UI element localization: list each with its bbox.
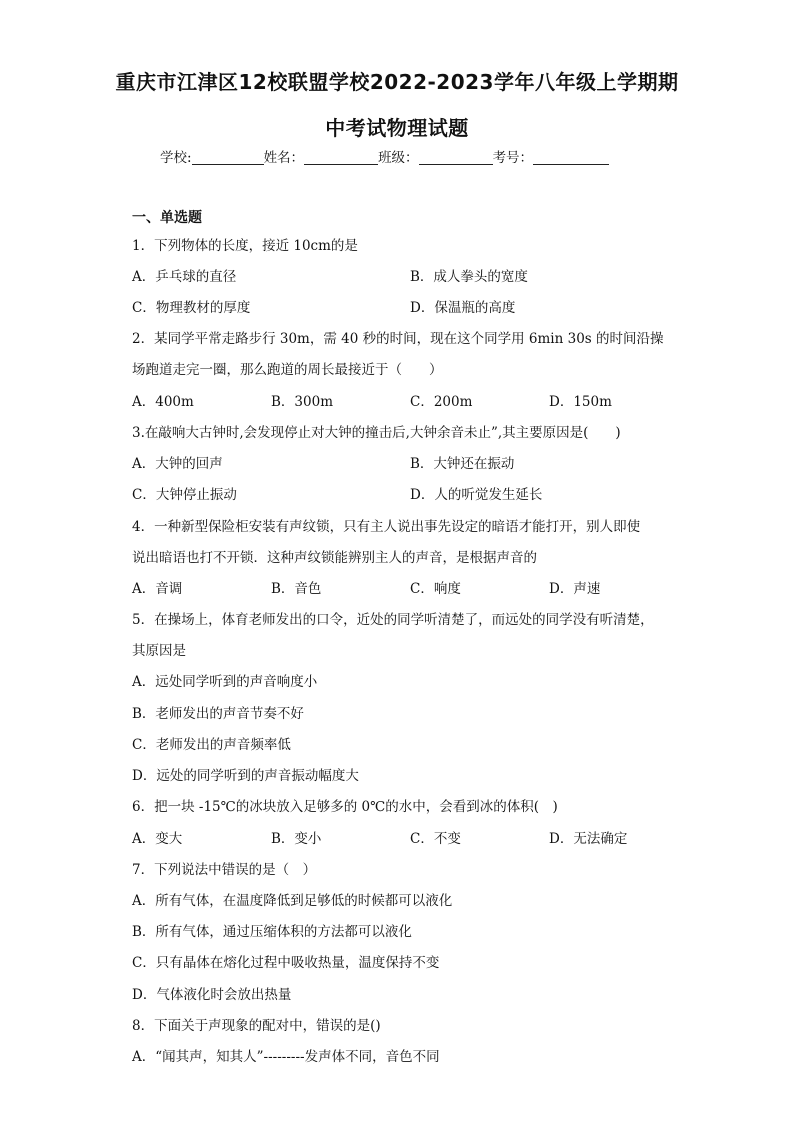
question-6-stem: 6．把一块 -15℃的冰块放入足够多的 0℃的水中，会看到冰的体积( ) [132,799,558,815]
class-blank[interactable] [419,150,493,165]
student-info-line [160,146,609,166]
question-7-option-b: B．所有气体，通过压缩体积的方法都可以液化 [132,924,412,940]
question-7-option-c: C．只有晶体在熔化过程中吸收热量，温度保持不变 [132,955,440,971]
question-6-option-a: A．变大 [132,831,183,847]
question-4-option-a: A．音调 [132,581,183,597]
question-4-stem-line-2: 说出暗语也打不开锁．这种声纹锁能辨别主人的声音，是根据声音的 [132,550,537,566]
question-2-option-b: B．300m [271,394,333,410]
page-subtitle: 中考试物理试题 [325,116,469,140]
question-1-option-b: B．成人拳头的宽度 [410,269,528,285]
exam-number-label: 考号： [492,150,534,166]
question-3-option-c: C．大钟停止振动 [132,487,237,503]
question-3-option-d: D．人的听觉发生延长 [410,487,543,503]
page-title: 重庆市江津区12校联盟学校2022-2023学年八年级上学期期 [115,70,679,94]
question-7-option-d: D．气体液化时会放出热量 [132,987,292,1003]
question-2-stem-line-2: 场跑道走完一圈，那么跑道的周长最接近于（ ） [132,362,443,378]
question-6-option-b: B．变小 [271,831,322,847]
question-8-stem: 8．下面关于声现象的配对中，错误的是() [132,1018,381,1034]
class-label: 班级： [378,150,419,166]
school-blank[interactable] [192,150,264,165]
name-label: 姓名： [263,150,305,166]
question-2-option-a: A．400m [132,394,194,410]
question-8-option-a: A．“闻其声，知其人”---------发声体不同，音色不同 [132,1049,440,1065]
question-5-option-c: C．老师发出的声音频率低 [132,737,291,753]
question-5-stem-line-2: 其原因是 [132,643,186,659]
question-1-option-d: D．保温瓶的高度 [410,300,516,316]
question-1-stem: 1．下列物体的长度，接近 10cm的是 [132,238,358,254]
question-1-option-c: C．物理教材的厚度 [132,300,251,316]
question-4-option-c: C．响度 [410,581,461,597]
question-4-stem-line-1: 4．一种新型保险柜安装有声纹锁，只有主人说出事先设定的暗语才能打开，别人即使 [132,519,641,535]
school-label: 学校: [160,150,192,166]
name-blank[interactable] [304,150,378,165]
question-3-option-b: B．大钟还在振动 [410,456,515,472]
question-1-option-a: A．乒乓球的直径 [132,269,237,285]
question-5-option-d: D．远处的同学听到的声音振动幅度大 [132,768,359,784]
question-5-option-a: A．远处同学听到的声音响度小 [132,674,318,690]
exam-number-blank[interactable] [533,150,609,165]
question-6-option-c: C．不变 [410,831,461,847]
question-5-option-b: B．老师发出的声音节奏不好 [132,706,304,722]
question-3-stem: 3.在敲响大古钟时,会发现停止对大钟的撞击后,大钟余音未止”,其主要原因是( ) [132,425,621,441]
question-4-option-b: B．音色 [271,581,322,597]
question-2-option-d: D．150m [549,394,612,410]
question-4-option-d: D．声速 [549,581,601,597]
question-2-stem-line-1: 2．某同学平常走路步行 30m，需 40 秒的时间，现在这个同学用 6min 30s 的时间沿操 [132,331,664,347]
question-5-stem-line-1: 5．在操场上，体育老师发出的口令，近处的同学听清楚了，而远处的同学没有听清楚， [132,612,654,628]
question-2-option-c: C．200m [410,394,473,410]
question-6-option-d: D．无法确定 [549,831,628,847]
question-7-stem: 7．下列说法中错误的是（ ） [132,862,317,878]
question-7-option-a: A．所有气体，在温度降低到足够低的时候都可以液化 [132,893,453,909]
section-title: 一、单选题 [132,210,202,226]
question-3-option-a: A．大钟的回声 [132,456,223,472]
